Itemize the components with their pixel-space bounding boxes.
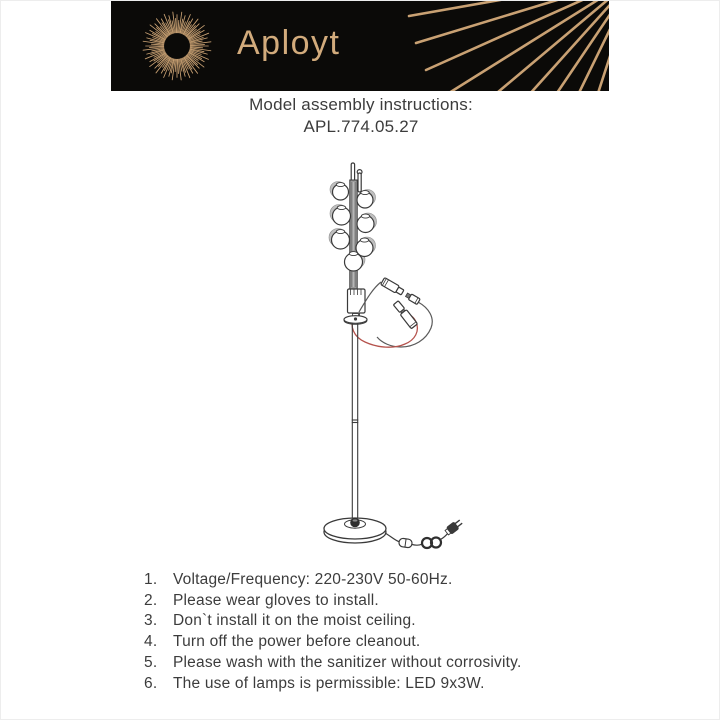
instruction-item (144, 611, 521, 632)
lamp-base (324, 518, 386, 543)
model-number: APL.774.05.27 (303, 117, 419, 136)
page-title: Model assembly instructions: (249, 95, 473, 114)
instruction-number: 4. (144, 633, 158, 651)
instruction-text: Voltage/Frequency: 220-230V 50-60Hz. (173, 571, 453, 588)
instruction-item (144, 632, 521, 653)
connector-sleeve (348, 289, 366, 316)
lower-pole (352, 324, 358, 519)
instruction-number: 6. (144, 674, 158, 692)
cord-switch (398, 538, 412, 548)
instruction-text: Turn off the power before cleanout. (173, 633, 421, 651)
instruction-item (144, 653, 521, 674)
cable-connectors (381, 278, 421, 329)
mounting-flange (344, 314, 367, 325)
power-plug-icon (444, 518, 463, 535)
instruction-item (144, 591, 521, 612)
upper-pole (350, 180, 357, 289)
instruction-text: Don`t install it on the moist ceiling. (173, 612, 416, 630)
instruction-list (144, 570, 521, 694)
instruction-text: The use of lamps is permissible: LED 9x3W. (173, 674, 485, 692)
instruction-number: 3. (144, 612, 158, 630)
power-cord (385, 518, 463, 548)
instruction-number: 2. (144, 591, 158, 609)
instruction-number: 1. (144, 571, 158, 588)
instruction-text: Please wash with the sanitizer without corrosivity. (173, 653, 522, 671)
instruction-text: Please wear gloves to install. (173, 591, 379, 609)
brand-name: Aployt (237, 24, 341, 62)
instruction-item (144, 674, 521, 695)
instruction-item (144, 570, 521, 591)
instruction-number: 5. (144, 653, 158, 671)
